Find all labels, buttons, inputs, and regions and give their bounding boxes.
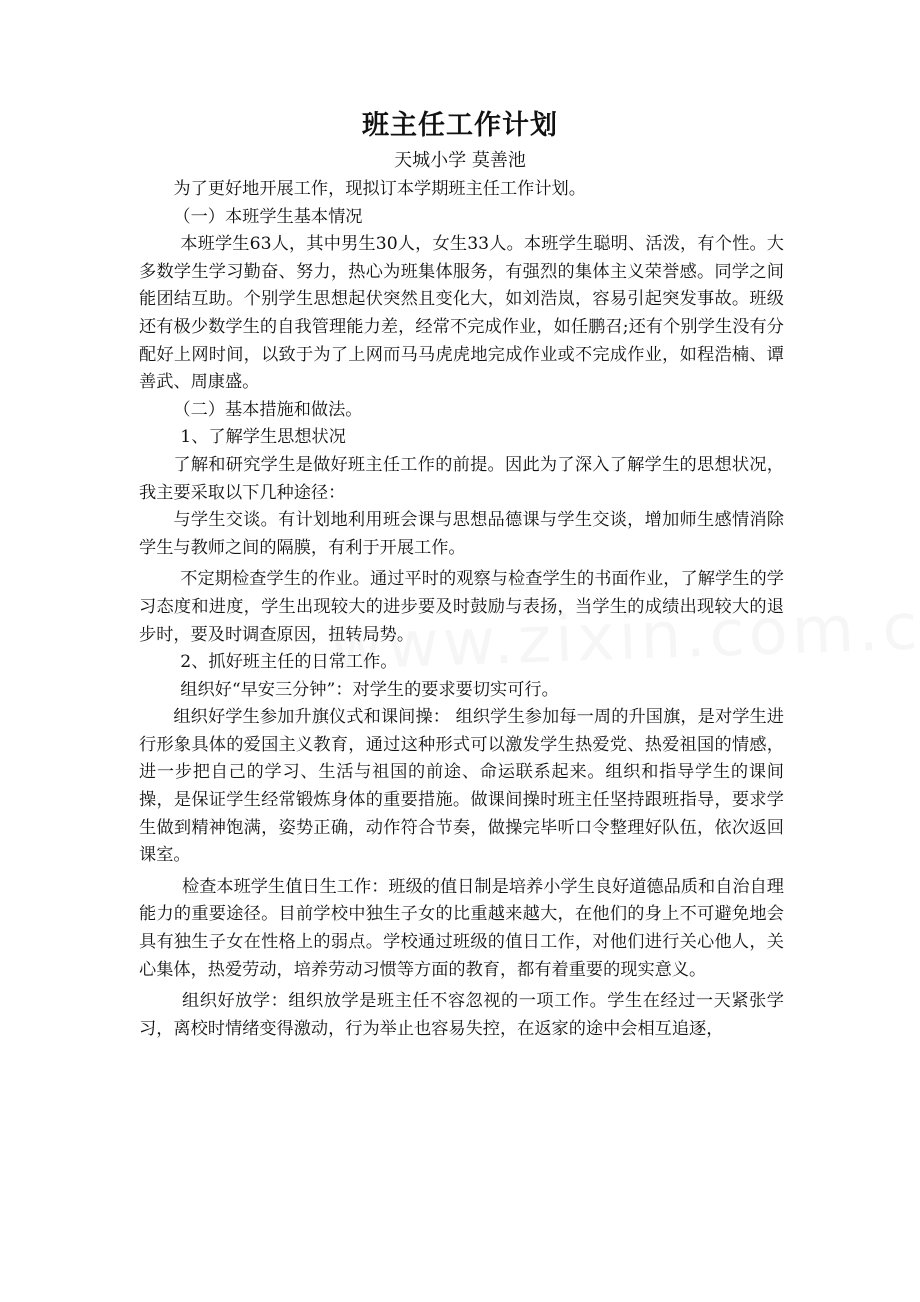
paragraph-class-situation: 本班学生63人，其中男生30人，女生33人。本班学生聪明、活泼，有个性。大多数学生学习勤奋、努力，热心为班集体服务，有强烈的集体主义荣誉感。同学之间能团结互助。个别学生思想起伏突然且变化大，如刘浩岚，容易引起突发事故。班级还有极少数学生的自我管理能力差，经常不完成作业，如任鹏召;还有个别学生没有分配好上网时间，以致于为了上网而马马虎虎地完成作业或不完成作业，如程浩楠、谭善武、周康盛。 [139,234,784,393]
paragraph-flag-and-exercise: 组织好学生参加升旗仪式和课间操： 组织学生参加每一周的升国旗，是对学生进行形象具体的爱国主义教育，通过这种形式可以激发学生热爱党、热爱祖国的情感，进一步把自己的学习、生活与祖国的前途、命运联系起来。组织和指导学生的课间操，是保证学生经常锻炼身体的重要措施。做课间操时班主任坚持跟班指导，要求学生做到精神饱满，姿势正确，动作符合节奏，做操完毕听口令整理好队伍，依次返回课室。 [139,707,784,866]
paragraph-talk-with-students: 与学生交谈。有计划地利用班会课与思想品德课与学生交谈，增加师生感情消除学生与教师之间的隔膜，有利于开展工作。 [139,510,784,558]
subheading-daily-work: 2、抓好班主任的日常工作。 [180,652,398,673]
document-author: 天城小学 莫善池 [394,150,526,171]
paragraph-understand-students: 了解和研究学生是做好班主任工作的前提。因此为了深入了解学生的思想状况，我主要采取以下几种途径： [139,454,784,503]
paragraph-dismissal: 组织好放学：组织放学是班主任不容忽视的一项工作。学生在经过一天紧张学习，离校时情绪变得激动，行为举止也容易失控，在返家的途中会相互追逐， [139,991,784,1039]
paragraph-duty-students: 检查本班学生值日生工作：班级的值日制是培养小学生良好道德品质和自治自理能力的重要途径。目前学校中独生子女的比重越来越大，在他们的身上不可避免地会具有独生子女在性格上的弱点。学校通过班级的值日工作，对他们进行关心他人，关心集体，热爱劳动，培养劳动习惯等方面的教育，都有着重要的现实意义。 [139,876,784,980]
paragraph-morning-three-minutes: 组织好“早安三分钟”：对学生的要求要切实可行。 [180,679,559,700]
paragraph-check-homework: 不定期检查学生的作业。通过平时的观察与检查学生的书面作业，了解学生的学习态度和进度，学生出现较大的进步要及时鼓励与表扬，当学生的成绩出现较大的退步时，要及时调查原因，扭转局势。 [139,569,784,645]
paragraph-intro: 为了更好地开展工作，现拟订本学期班主任工作计划。 [173,179,586,199]
section-heading-1: （一）本班学生基本情况 [173,206,363,227]
document-body [139,176,784,1043]
section-heading-2: （二）基本措施和做法。 [173,399,363,420]
document-title: 班主任工作计划 [362,110,558,141]
subheading-understand-students: 1、了解学生思想状况 [180,427,346,448]
